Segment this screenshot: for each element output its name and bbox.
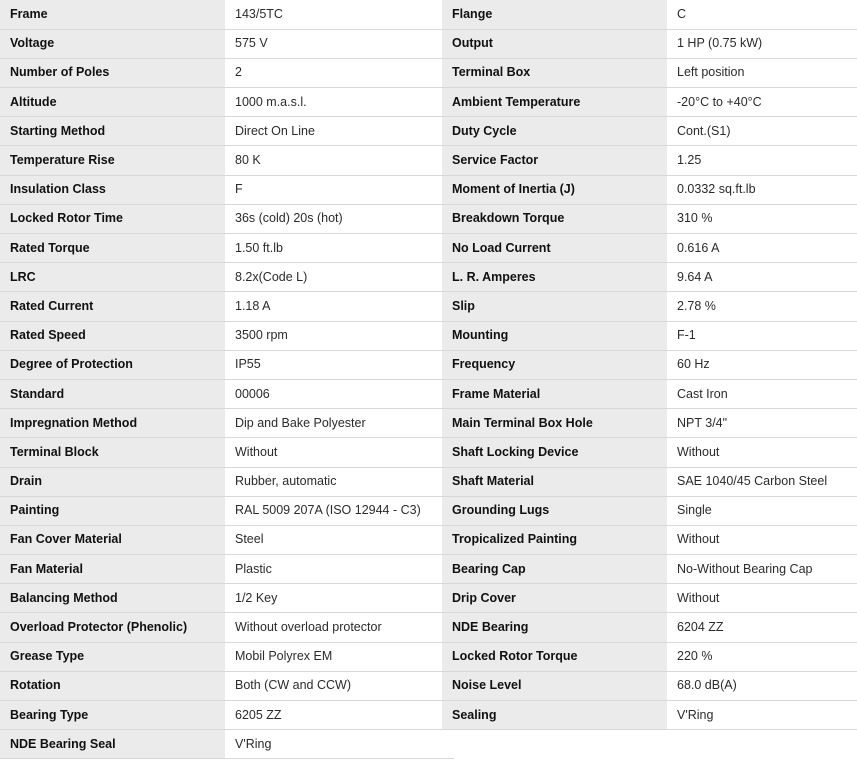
spec-value: -20°C to +40°C (667, 88, 857, 117)
spec-label: Insulation Class (0, 175, 225, 204)
spec-value: 68.0 dB(A) (667, 671, 857, 700)
table-row (0, 496, 454, 525)
table-row (0, 438, 454, 467)
table-row (442, 555, 857, 584)
spec-label: Terminal Block (0, 438, 225, 467)
table-row (0, 88, 454, 117)
spec-label: Voltage (0, 29, 225, 58)
spec-label: Locked Rotor Time (0, 204, 225, 233)
spec-label: Output (442, 29, 667, 58)
spec-value: 1/2 Key (225, 584, 454, 613)
table-row (442, 671, 857, 700)
spec-label: Noise Level (442, 671, 667, 700)
table-row (442, 175, 857, 204)
spec-label: NDE Bearing (442, 613, 667, 642)
spec-value: 00006 (225, 379, 454, 408)
table-row (442, 263, 857, 292)
spec-value: 60 Hz (667, 350, 857, 379)
spec-label: Mounting (442, 321, 667, 350)
table-row (442, 584, 857, 613)
table-row (0, 0, 454, 29)
table-row (442, 234, 857, 263)
spec-label: Service Factor (442, 146, 667, 175)
spec-value: V'Ring (225, 730, 454, 759)
spec-label: Fan Material (0, 555, 225, 584)
spec-value: 1.18 A (225, 292, 454, 321)
spec-value: Single (667, 496, 857, 525)
spec-value: 6205 ZZ (225, 701, 454, 730)
spec-label: Altitude (0, 88, 225, 117)
spec-value: 1000 m.a.s.l. (225, 88, 454, 117)
spec-label: Fan Cover Material (0, 525, 225, 554)
spec-value: 1.50 ft.lb (225, 234, 454, 263)
spec-value: SAE 1040/45 Carbon Steel (667, 467, 857, 496)
table-row (0, 379, 454, 408)
spec-label: Balancing Method (0, 584, 225, 613)
table-row (442, 29, 857, 58)
spec-value: 6204 ZZ (667, 613, 857, 642)
table-row (442, 321, 857, 350)
spec-value: Cont.(S1) (667, 117, 857, 146)
spec-value: Both (CW and CCW) (225, 671, 454, 700)
table-row (442, 409, 857, 438)
table-row (0, 584, 454, 613)
spec-table-right (442, 0, 857, 730)
spec-label: Ambient Temperature (442, 88, 667, 117)
spec-value: 0.616 A (667, 234, 857, 263)
table-row (0, 29, 454, 58)
spec-value: Cast Iron (667, 379, 857, 408)
spec-label: Frame Material (442, 379, 667, 408)
table-row (0, 117, 454, 146)
spec-value: 80 K (225, 146, 454, 175)
table-row (0, 409, 454, 438)
spec-value: Without (667, 584, 857, 613)
spec-label: Moment of Inertia (J) (442, 175, 667, 204)
table-row (0, 146, 454, 175)
spec-label: Rated Torque (0, 234, 225, 263)
spec-value: Without overload protector (225, 613, 454, 642)
spec-value: 1 HP (0.75 kW) (667, 29, 857, 58)
spec-value: 2.78 % (667, 292, 857, 321)
spec-value: 36s (cold) 20s (hot) (225, 204, 454, 233)
spec-value: V'Ring (667, 701, 857, 730)
spec-value: F-1 (667, 321, 857, 350)
table-row (0, 671, 454, 700)
spec-label: Standard (0, 379, 225, 408)
spec-label: Grease Type (0, 642, 225, 671)
spec-value: Without (225, 438, 454, 467)
spec-value: No-Without Bearing Cap (667, 555, 857, 584)
table-row (0, 175, 454, 204)
spec-value: NPT 3/4" (667, 409, 857, 438)
table-row (0, 730, 454, 759)
spec-value: Mobil Polyrex EM (225, 642, 454, 671)
spec-value: 310 % (667, 204, 857, 233)
spec-label: Frequency (442, 350, 667, 379)
table-row (442, 467, 857, 496)
spec-label: Locked Rotor Torque (442, 642, 667, 671)
spec-value: 0.0332 sq.ft.lb (667, 175, 857, 204)
spec-value: Without (667, 525, 857, 554)
spec-value: Dip and Bake Polyester (225, 409, 454, 438)
spec-label: Duty Cycle (442, 117, 667, 146)
table-row (0, 204, 454, 233)
spec-value: Rubber, automatic (225, 467, 454, 496)
spec-label: Tropicalized Painting (442, 525, 667, 554)
table-row (442, 146, 857, 175)
spec-label: Starting Method (0, 117, 225, 146)
spec-label: Grounding Lugs (442, 496, 667, 525)
spec-label: Impregnation Method (0, 409, 225, 438)
spec-label: Breakdown Torque (442, 204, 667, 233)
table-row (0, 467, 454, 496)
table-row (0, 263, 454, 292)
spec-label: Overload Protector (Phenolic) (0, 613, 225, 642)
spec-value: Plastic (225, 555, 454, 584)
spec-label: Shaft Material (442, 467, 667, 496)
spec-value: C (667, 0, 857, 29)
spec-label: L. R. Amperes (442, 263, 667, 292)
spec-label: Terminal Box (442, 58, 667, 87)
table-row (442, 379, 857, 408)
table-row (442, 204, 857, 233)
spec-value: 9.64 A (667, 263, 857, 292)
table-row (442, 701, 857, 730)
spec-label: Painting (0, 496, 225, 525)
spec-label: Number of Poles (0, 58, 225, 87)
table-row (442, 350, 857, 379)
spec-label: Slip (442, 292, 667, 321)
spec-value: 8.2x(Code L) (225, 263, 454, 292)
spec-value: 143/5TC (225, 0, 454, 29)
spec-label: Frame (0, 0, 225, 29)
spec-value: 575 V (225, 29, 454, 58)
table-row (442, 642, 857, 671)
table-row (0, 613, 454, 642)
spec-label: Rated Current (0, 292, 225, 321)
specs-column-right (428, 0, 856, 759)
spec-value: 1.25 (667, 146, 857, 175)
spec-label: Rated Speed (0, 321, 225, 350)
table-row (0, 525, 454, 554)
table-row (442, 58, 857, 87)
spec-label: Temperature Rise (0, 146, 225, 175)
spec-value: Direct On Line (225, 117, 454, 146)
spec-value: Steel (225, 525, 454, 554)
spec-value: 2 (225, 58, 454, 87)
table-row (0, 234, 454, 263)
spec-value: 3500 rpm (225, 321, 454, 350)
table-row (0, 701, 454, 730)
table-row (442, 613, 857, 642)
spec-value: Left position (667, 58, 857, 87)
table-row (0, 292, 454, 321)
table-row (442, 525, 857, 554)
table-row (442, 292, 857, 321)
spec-value: RAL 5009 207A (ISO 12944 - C3) (225, 496, 454, 525)
spec-label: LRC (0, 263, 225, 292)
table-row (0, 321, 454, 350)
spec-label: Drain (0, 467, 225, 496)
spec-label: Bearing Type (0, 701, 225, 730)
spec-table-right-body (442, 0, 857, 730)
spec-label: Main Terminal Box Hole (442, 409, 667, 438)
table-row (442, 0, 857, 29)
spec-value: 220 % (667, 642, 857, 671)
table-row (442, 88, 857, 117)
spec-label: NDE Bearing Seal (0, 730, 225, 759)
spec-label: No Load Current (442, 234, 667, 263)
spec-label: Bearing Cap (442, 555, 667, 584)
spec-label: Sealing (442, 701, 667, 730)
spec-value: IP55 (225, 350, 454, 379)
table-row (0, 555, 454, 584)
table-row (0, 350, 454, 379)
spec-label: Rotation (0, 671, 225, 700)
spec-value: F (225, 175, 454, 204)
spec-label: Flange (442, 0, 667, 29)
spec-label: Degree of Protection (0, 350, 225, 379)
table-row (0, 642, 454, 671)
table-row (442, 496, 857, 525)
spec-label: Shaft Locking Device (442, 438, 667, 467)
table-row (442, 117, 857, 146)
table-row (442, 438, 857, 467)
specs-column-left (0, 0, 428, 759)
spec-label: Drip Cover (442, 584, 667, 613)
table-row (0, 58, 454, 87)
spec-value: Without (667, 438, 857, 467)
